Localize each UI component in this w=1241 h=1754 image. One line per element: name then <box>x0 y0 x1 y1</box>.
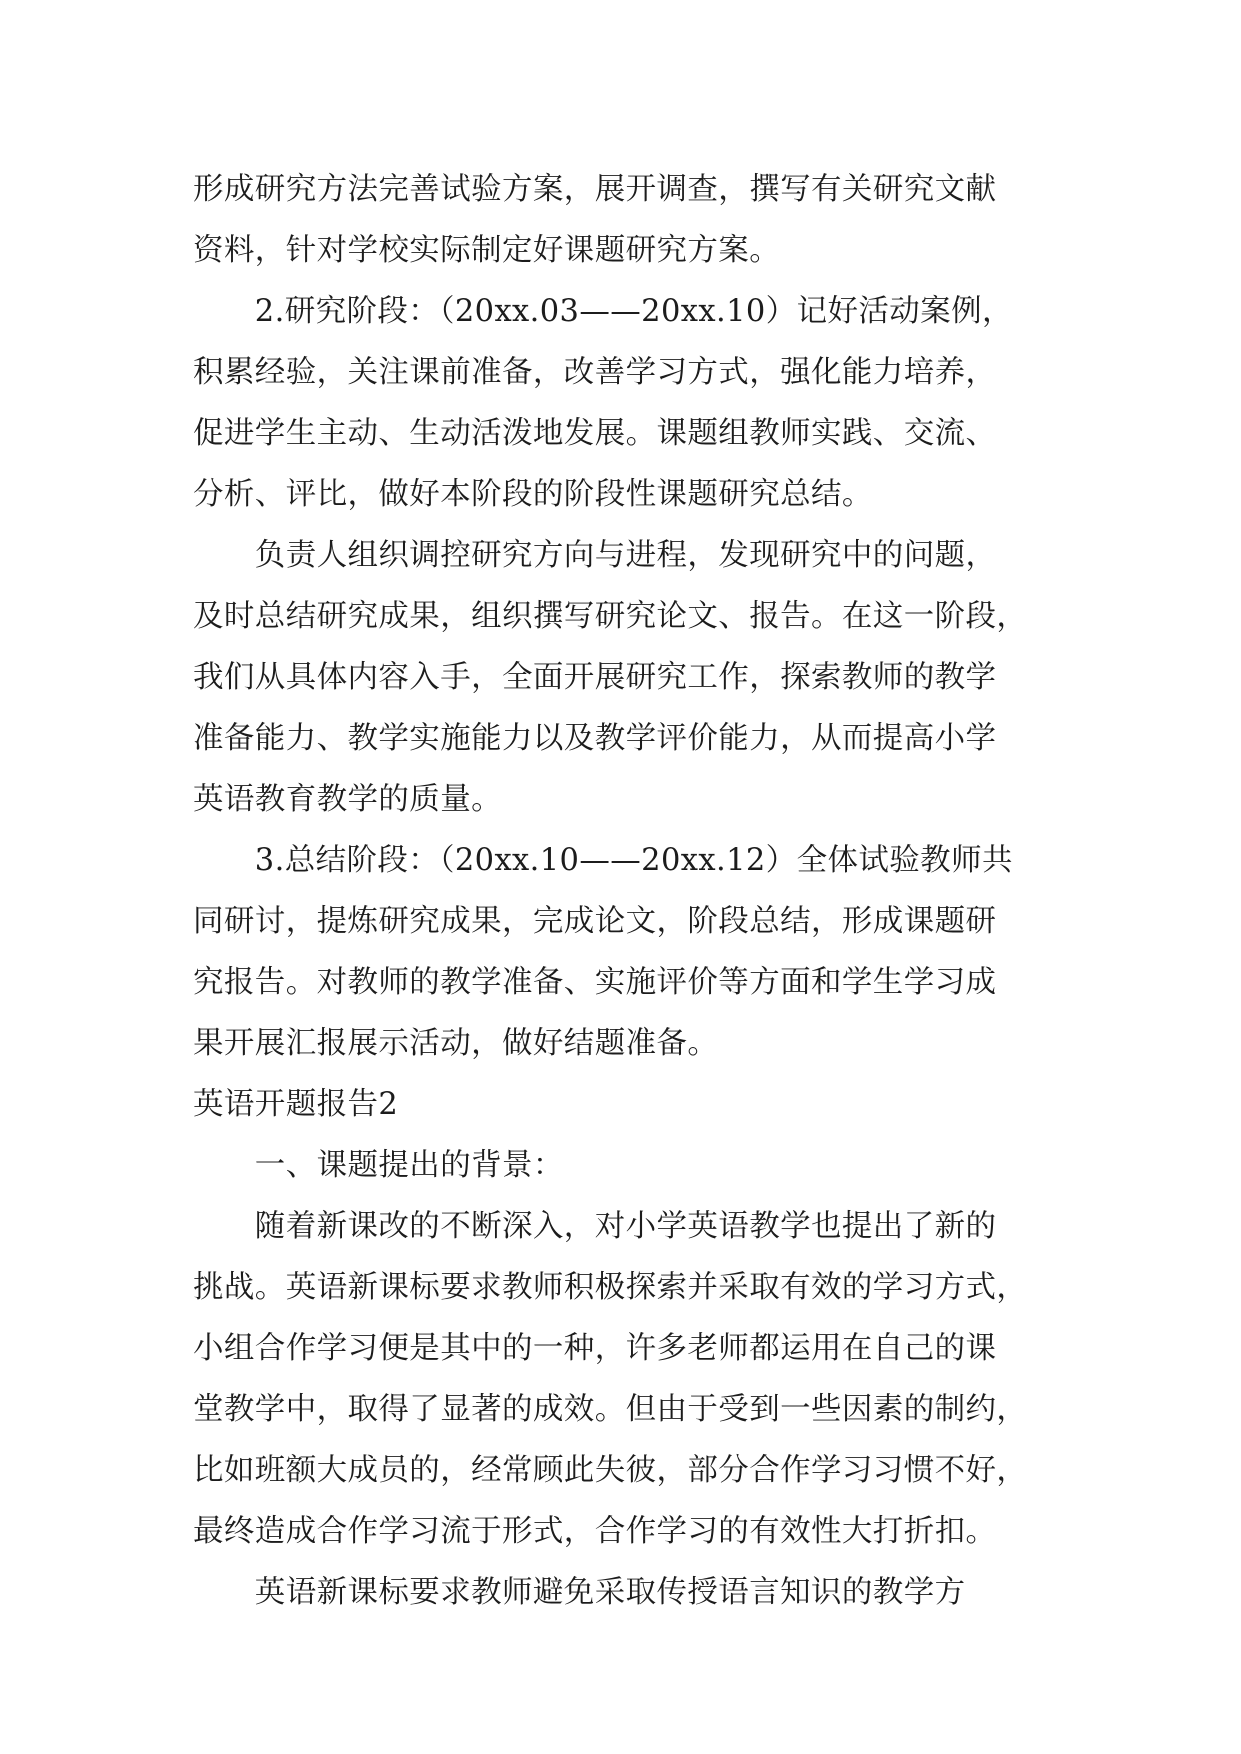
text-line: 英语教育教学的质量。 <box>193 782 502 817</box>
document-body <box>193 159 1028 1623</box>
text-line: 分析、评比，做好本阶段的阶段性课题研究总结。 <box>193 477 873 512</box>
text-line: 小组合作学习便是其中的一种，许多老师都运用在自己的课 <box>193 1331 997 1366</box>
text-line: 挑战。英语新课标要求教师积极探索并采取有效的学习方式， <box>193 1270 1028 1305</box>
section-heading: 英语开题报告2 <box>193 1087 399 1122</box>
text-line: 究报告。对教师的教学准备、实施评价等方面和学生学习成 <box>193 965 997 1000</box>
text-line: 2.研究阶段：（20xx.03——20xx.10）记好活动案例， <box>193 294 1013 329</box>
text-line: 准备能力、教学实施能力以及教学评价能力，从而提高小学 <box>193 721 997 756</box>
text-line: 英语新课标要求教师避免采取传授语言知识的教学方 <box>193 1575 966 1610</box>
text-line: 形成研究方法完善试验方案，展开调查，撰写有关研究文献 <box>193 172 997 207</box>
text-line: 我们从具体内容入手，全面开展研究工作，探索教师的教学 <box>193 660 997 695</box>
text-line: 随着新课改的不断深入，对小学英语教学也提出了新的 <box>193 1209 997 1244</box>
subsection-heading: 一、课题提出的背景： <box>193 1148 564 1183</box>
text-line: 同研讨，提炼研究成果，完成论文，阶段总结，形成课题研 <box>193 904 997 939</box>
text-line: 积累经验，关注课前准备，改善学习方式，强化能力培养， <box>193 355 997 390</box>
text-line: 资料，针对学校实际制定好课题研究方案。 <box>193 233 781 268</box>
text-line: 最终造成合作学习流于形式，合作学习的有效性大打折扣。 <box>193 1514 997 1549</box>
text-line: 果开展汇报展示活动，做好结题准备。 <box>193 1026 719 1061</box>
text-line: 堂教学中，取得了显著的成效。但由于受到一些因素的制约， <box>193 1392 1028 1427</box>
text-line: 负责人组织调控研究方向与进程，发现研究中的问题， <box>193 538 997 573</box>
text-line: 促进学生主动、生动活泼地发展。课题组教师实践、交流、 <box>193 416 997 451</box>
text-line: 比如班额大成员的，经常顾此失彼，部分合作学习习惯不好， <box>193 1453 1028 1488</box>
text-line: 3.总结阶段：（20xx.10——20xx.12）全体试验教师共 <box>193 843 1013 878</box>
text-line: 及时总结研究成果，组织撰写研究论文、报告。在这一阶段， <box>193 599 1028 634</box>
